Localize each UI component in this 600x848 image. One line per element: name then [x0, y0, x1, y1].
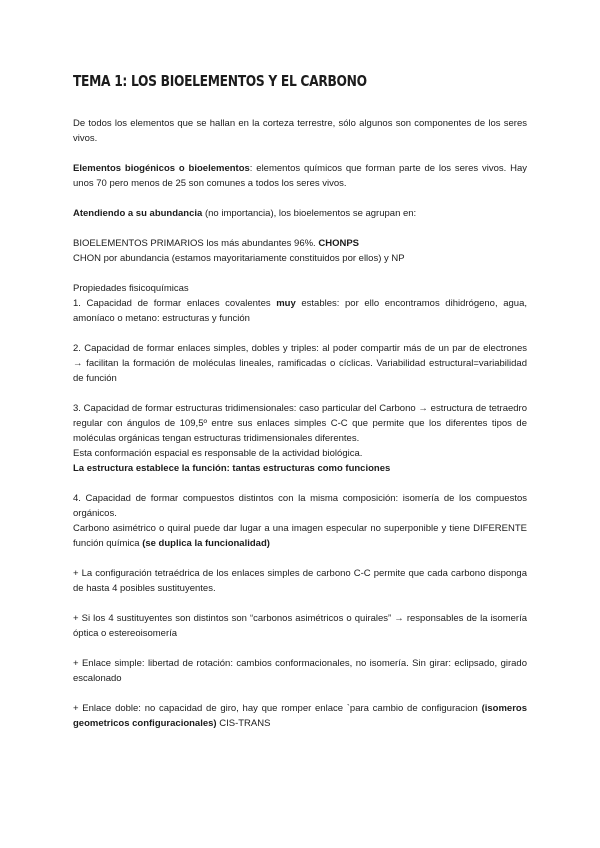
property-3-bold: La estructura establece la función: tantas estructuras como funciones	[73, 463, 391, 474]
primary-line1: BIOELEMENTOS PRIMARIOS los más abundantes 96%.	[73, 238, 319, 249]
property-4-bold: (se duplica la funcionalidad)	[142, 538, 270, 549]
abundance-paragraph	[73, 206, 527, 221]
plus-3-paragraph: + Enlace simple: libertad de rotación: cambios conformacionales, no isomería. Sin girar: eclipsado, girado escalonado	[73, 658, 527, 684]
property-3-text: 3. Capacidad de formar estructuras tridimensionales: caso particular del Carbono → estructura de tetraedro regular con ángulos de 109,5º entre sus enlaces simples C-C que permite que los diferentes tipos de moléculas orgánicas tengan estructuras tridimensionales diferentes.	[73, 403, 527, 444]
biogenic-text: : elementos químicos que forman parte de los seres vivos. Hay unos 70 pero menos de 25 son comunes a todos los seres vivos.	[73, 163, 527, 189]
intro-paragraph: De todos los elementos que se hallan en la corteza terrestre, sólo algunos son componentes de los seres vivos.	[73, 118, 527, 144]
abundance-term: Atendiendo a su abundancia	[73, 208, 203, 219]
document-body	[73, 116, 527, 746]
plus-1-paragraph: + La configuración tetraédrica de los enlaces simples de carbono C-C permite que cada carbono disponga de hasta 4 posibles sustituyentes.	[73, 568, 527, 594]
property-4-line2: Carbono asimétrico o quiral puede dar lugar a una imagen especular no superponible y tiene DIFERENTE función química	[73, 523, 527, 549]
property-3-line2: Esta conformación espacial es responsable de la actividad biológica.	[73, 448, 363, 459]
plus-4-paragraph	[73, 701, 527, 731]
plus-2-paragraph: + Si los 4 sustituyentes son distintos son “carbonos asimétricos o quirales” → responsables de la isomería óptica o estereoisomería	[73, 613, 527, 639]
property-1-paragraph	[73, 281, 527, 326]
abundance-text: (no importancia), los bioelementos se agrupan en:	[202, 208, 417, 219]
plus-4-tail: CIS-TRANS	[216, 718, 271, 729]
property-4-paragraph	[73, 491, 527, 551]
biogenic-term: Elementos biogénicos o bioelementos	[73, 163, 250, 174]
primary-paragraph	[73, 236, 527, 266]
property-1-bold: muy	[276, 298, 296, 309]
primary-line2: CHON por abundancia (estamos mayoritariamente constituidos por ellos) y NP	[73, 253, 405, 264]
biogenic-paragraph	[73, 161, 527, 191]
property-1-a: 1. Capacidad de formar enlaces covalentes	[73, 298, 277, 309]
page-title: TEMA 1: LOS BIOELEMENTOS Y EL CARBONO	[73, 72, 367, 90]
property-2-paragraph: 2. Capacidad de formar enlaces simples, dobles y triples: al poder compartir más de un par de electrones → facilitan la formación de moléculas lineales, ramificadas o cíclicas. Variabilidad estructural=variabilidad de función	[73, 343, 527, 384]
property-3-paragraph	[73, 401, 527, 476]
primary-chonps: CHONPS	[318, 238, 359, 249]
property-1-b: estables: por ello encontramos dihidrógeno, agua, amoníaco o metano: estructuras y función	[73, 298, 527, 324]
property-4-text: 4. Capacidad de formar compuestos distintos con la misma composición: isomería de los compuestos orgánicos.	[73, 493, 527, 519]
plus-4-text: + Enlace doble: no capacidad de giro, hay que romper enlace `para cambio de configuracion	[73, 703, 482, 714]
plus-4-bold: (isomeros geometricos configuracionales)	[73, 703, 527, 729]
props-heading: Propiedades fisicoquímicas	[73, 283, 189, 294]
